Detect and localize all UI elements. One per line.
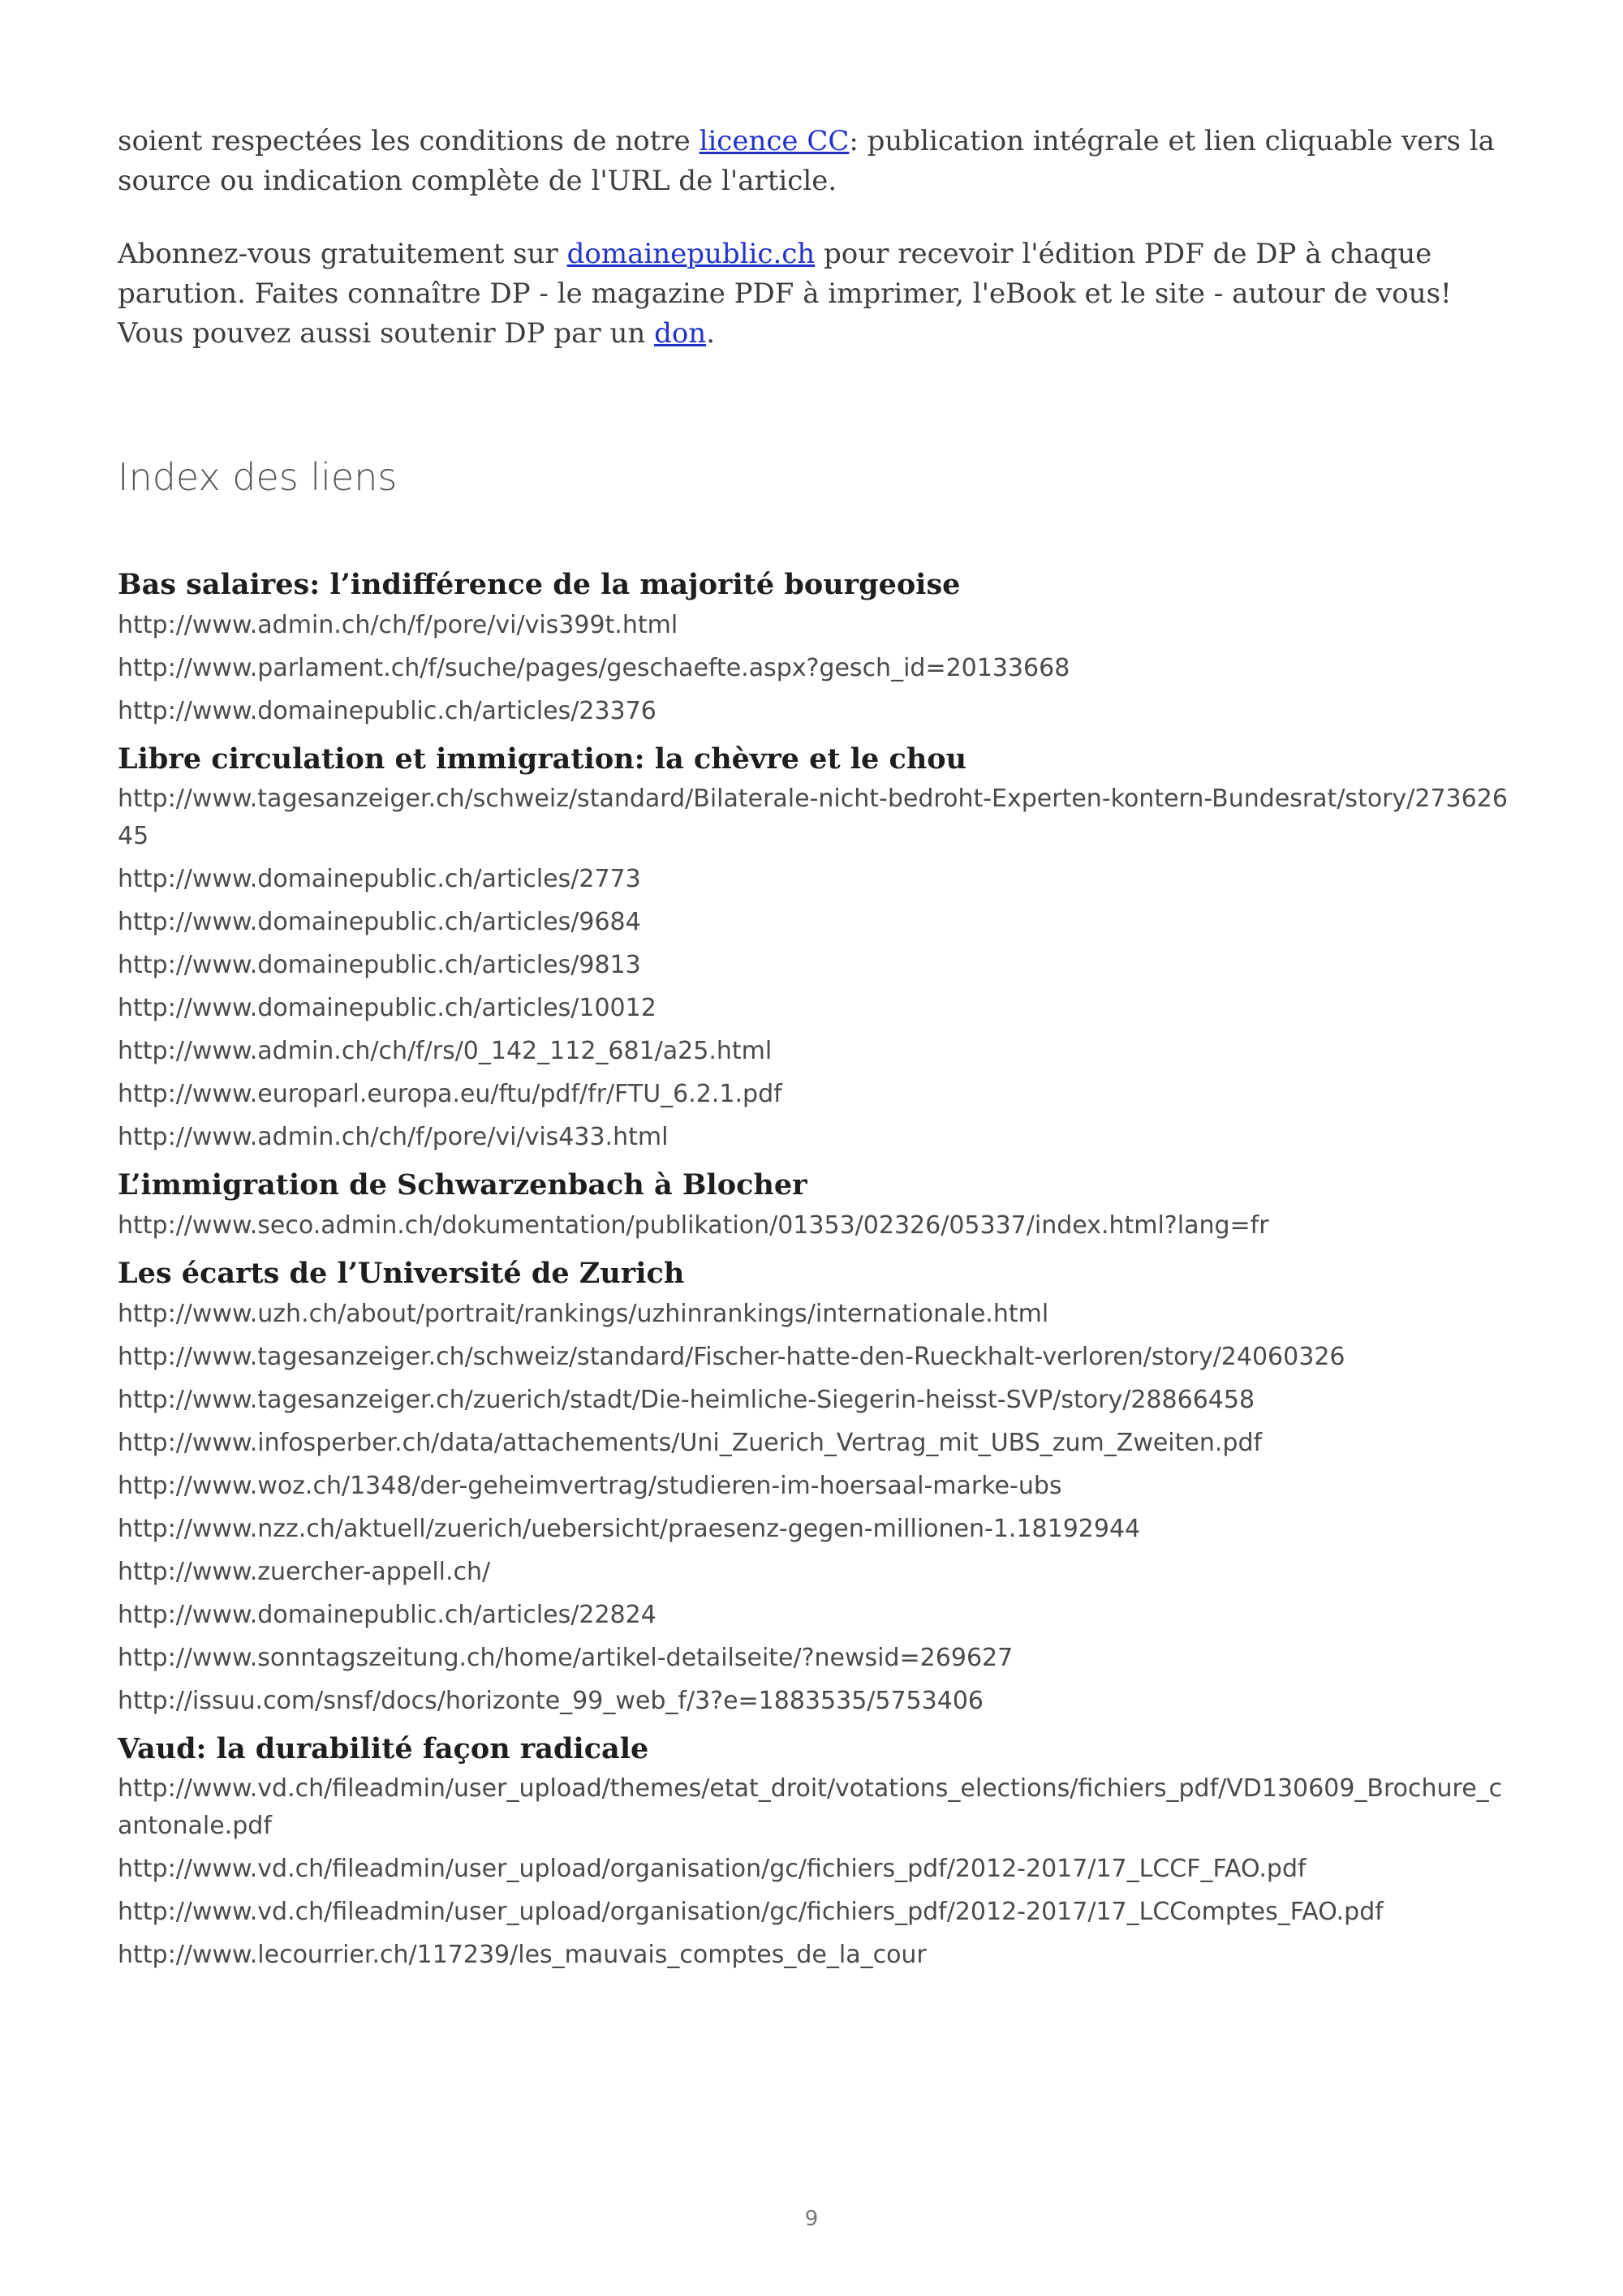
link-item[interactable]: http://www.domainepublic.ch/articles/23376: [118, 697, 657, 725]
link-list: [118, 780, 1513, 1156]
link-list: [118, 1206, 1513, 1245]
document-page: [118, 122, 1513, 1982]
index-section: [118, 1253, 1513, 1720]
subscribe-text-after: .: [706, 317, 716, 350]
link-item[interactable]: http://www.tagesanzeiger.ch/schweiz/standard/Fischer-hatte-den-Rueckhalt-verloren/story/24060326: [118, 1343, 1345, 1371]
subscribe-text-before: Abonnez-vous gratuitement sur: [118, 238, 567, 270]
section-title: Les écarts de l’Université de Zurich: [118, 1257, 685, 1290]
link-item[interactable]: http://www.nzz.ch/aktuell/zuerich/uebersicht/praesenz-gegen-millionen-1.18192944: [118, 1515, 1141, 1543]
link-item[interactable]: http://www.uzh.ch/about/portrait/rankings/uzhinrankings/internationale.html: [118, 1300, 1049, 1328]
section-title: Vaud: la durabilité façon radicale: [118, 1732, 649, 1765]
link-item[interactable]: http://www.admin.ch/ch/f/pore/vi/vis399t.html: [118, 611, 678, 639]
subscribe-paragraph: [118, 234, 1513, 354]
index-section: [118, 1164, 1513, 1245]
section-title: Bas salaires: l’indifférence de la majorité bourgeoise: [118, 568, 961, 601]
link-list: [118, 1295, 1513, 1720]
link-item[interactable]: http://www.vd.ch/fileadmin/user_upload/organisation/gc/fichiers_pdf/2012-2017/17_LCComptes_FAO.pdf: [118, 1898, 1384, 1926]
link-item[interactable]: http://www.vd.ch/fileadmin/user_upload/organisation/gc/fichiers_pdf/2012-2017/17_LCCF_FAO.pdf: [118, 1855, 1307, 1883]
link-item[interactable]: http://www.admin.ch/ch/f/pore/vi/vis433.html: [118, 1123, 669, 1151]
page-number: 9: [804, 2207, 819, 2231]
index-title: Index des liens: [118, 455, 398, 499]
link-list: [118, 1770, 1513, 1974]
link-item[interactable]: http://www.parlament.ch/f/suche/pages/geschaefte.aspx?gesch_id=20133668: [118, 654, 1070, 682]
link-item[interactable]: http://www.domainepublic.ch/articles/10012: [118, 994, 657, 1022]
license-text-after: : publication intégrale et lien cliquable vers la source ou indication complète de l'URL de l'article.: [118, 125, 1495, 197]
subscribe-text-middle: pour recevoir l'édition PDF de DP à chaque parution. Faites connaître DP - le magazine PDF à imprimer, l'eBook et le site - autour de vous! Vous pouvez aussi soutenir DP par un: [118, 238, 1452, 350]
link-item[interactable]: http://www.sonntagszeitung.ch/home/artikel-detailseite/?newsid=269627: [118, 1644, 1014, 1672]
license-text-before: soient respectées les conditions de notre: [118, 125, 700, 157]
domainepublic-link[interactable]: domainepublic.ch: [566, 238, 816, 270]
section-title: L’immigration de Schwarzenbach à Blocher: [118, 1168, 807, 1202]
link-item[interactable]: http://www.domainepublic.ch/articles/2773: [118, 865, 641, 893]
index-section: [118, 1728, 1513, 1974]
link-item[interactable]: http://issuu.com/snsf/docs/horizonte_99_web_f/3?e=1883535/5753406: [118, 1687, 984, 1715]
link-item[interactable]: http://www.lecourrier.ch/117239/les_mauvais_comptes_de_la_cour: [118, 1941, 927, 1969]
link-item[interactable]: http://www.tagesanzeiger.ch/zuerich/stadt/Die-heimliche-Siegerin-heisst-SVP/story/28866458: [118, 1386, 1255, 1414]
link-item[interactable]: http://www.woz.ch/1348/der-geheimvertrag/studieren-im-hoersaal-marke-ubs: [118, 1472, 1062, 1500]
link-item[interactable]: http://www.tagesanzeiger.ch/schweiz/standard/Bilaterale-nicht-bedroht-Experten-kontern-Bundesrat/story/27362645: [118, 785, 1508, 850]
link-item[interactable]: http://www.europarl.europa.eu/ftu/pdf/fr/FTU_6.2.1.pdf: [118, 1080, 782, 1108]
link-item[interactable]: http://www.infosperber.ch/data/attachements/Uni_Zuerich_Vertrag_mit_UBS_zum_Zweiten.pdf: [118, 1429, 1263, 1457]
link-item[interactable]: http://www.admin.ch/ch/f/rs/0_142_112_681/a25.html: [118, 1037, 773, 1065]
link-item[interactable]: http://www.domainepublic.ch/articles/22824: [118, 1601, 657, 1629]
link-item[interactable]: http://www.seco.admin.ch/dokumentation/publikation/01353/02326/05337/index.html?lang=fr: [118, 1211, 1269, 1240]
licence-cc-link[interactable]: licence CC: [699, 125, 850, 157]
link-list: [118, 606, 1513, 730]
link-item[interactable]: http://www.zuercher-appell.ch/: [118, 1558, 491, 1586]
section-title: Libre circulation et immigration: la chèvre et le chou: [118, 742, 967, 776]
index-section: [118, 564, 1513, 730]
link-item[interactable]: http://www.domainepublic.ch/articles/9813: [118, 951, 641, 979]
index-section: [118, 738, 1513, 1156]
license-paragraph: [118, 122, 1513, 201]
link-item[interactable]: http://www.vd.ch/fileadmin/user_upload/themes/etat_droit/votations_elections/fichiers_pdf/VD130609_Brochure_cantonale.pdf: [118, 1774, 1503, 1840]
link-item[interactable]: http://www.domainepublic.ch/articles/9684: [118, 908, 641, 936]
don-link[interactable]: don: [654, 317, 707, 350]
